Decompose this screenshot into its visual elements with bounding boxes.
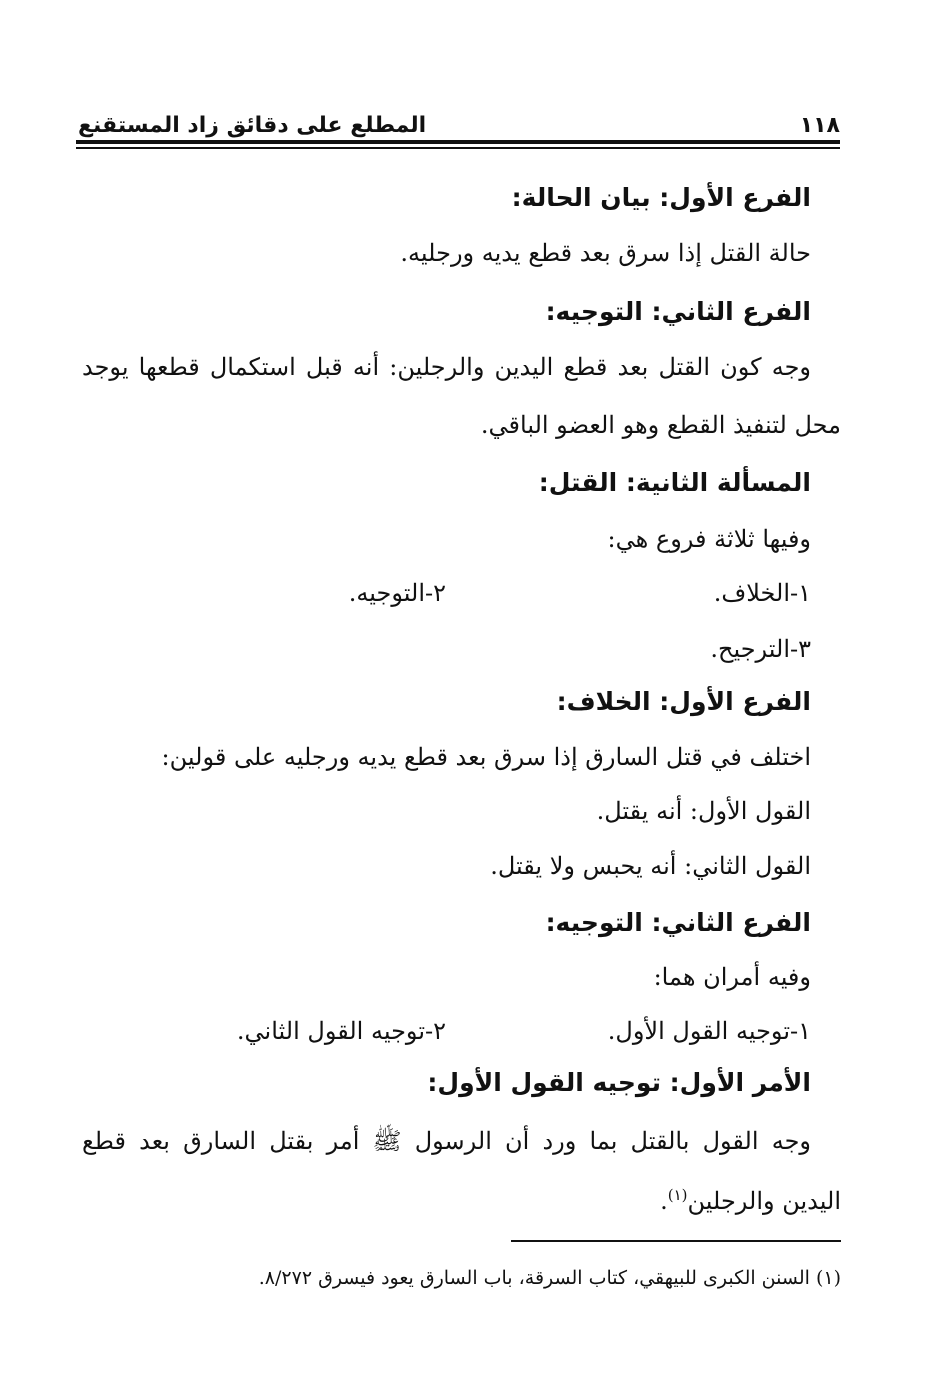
- footnote: (١) السنن الكبرى للبيهقي، كتاب السرقة، باب السارق يعود فيسرق ٨/٢٧٢.: [258, 1267, 841, 1289]
- paragraph-killing-line2-end: .: [660, 1187, 668, 1215]
- list-item-second-opinion-direction: ٢-توجيه القول الثاني.: [236, 1017, 446, 1045]
- paragraph-second-opinion: القول الثاني: أنه يحبس ولا يقتل.: [490, 852, 811, 880]
- book-title: المطلع على دقائق زاد المستقنع: [78, 113, 427, 138]
- footnote-reference: (١): [667, 1186, 688, 1204]
- running-header: [78, 102, 840, 138]
- paragraph-three-branches: وفيها ثلاثة فروع هي:: [607, 525, 811, 553]
- paragraph-two-matters: وفيه أمران هما:: [653, 963, 811, 991]
- paragraph-disagreement: اختلف في قتل السارق إذا سرق بعد قطع يديه ورجليه على قولين:: [161, 743, 811, 771]
- heading-branch-one-case: الفرع الأول: بيان الحالة:: [511, 183, 811, 212]
- paragraph-killing-line1: وجه القول بالقتل بما ورد أن الرسول ﷺ أمر بقتل السارق بعد قطع: [82, 1127, 811, 1155]
- paragraph-direction-line1: وجه كون القتل بعد قطع اليدين والرجلين: أنه قبل استكمال قطعها يوجد: [82, 353, 812, 381]
- list-item-preference: ٣-الترجيح.: [710, 635, 811, 663]
- heading-issue-two-killing: المسألة الثانية: القتل:: [538, 468, 811, 497]
- header-rule-thick: [76, 140, 840, 144]
- header-rule-thin: [76, 147, 840, 149]
- paragraph-case: حالة القتل إذا سرق بعد قطع يديه ورجليه.: [400, 239, 811, 267]
- heading-branch-two-direction: الفرع الثاني: التوجيه:: [545, 297, 811, 326]
- list-item-direction: ٢-التوجيه.: [348, 579, 446, 607]
- list-item-first-opinion-direction: ١-توجيه القول الأول.: [607, 1017, 811, 1045]
- paragraph-direction-line2: محل لتنفيذ القطع وهو العضو الباقي.: [480, 411, 841, 439]
- paragraph-first-opinion: القول الأول: أنه يقتل.: [596, 797, 811, 825]
- heading-branch-two-direction-2: الفرع الثاني: التوجيه:: [545, 908, 811, 937]
- list-item-disagreement: ١-الخلاف.: [713, 579, 811, 607]
- heading-matter-one: الأمر الأول: توجيه القول الأول:: [427, 1068, 811, 1097]
- paragraph-killing-line2-text: اليدين والرجلين: [687, 1187, 841, 1215]
- footnote-divider: [511, 1240, 841, 1242]
- heading-branch-one-disagreement: الفرع الأول: الخلاف:: [556, 687, 811, 716]
- page-number: ١١٨: [799, 113, 840, 138]
- paragraph-killing-line2: [660, 1178, 841, 1218]
